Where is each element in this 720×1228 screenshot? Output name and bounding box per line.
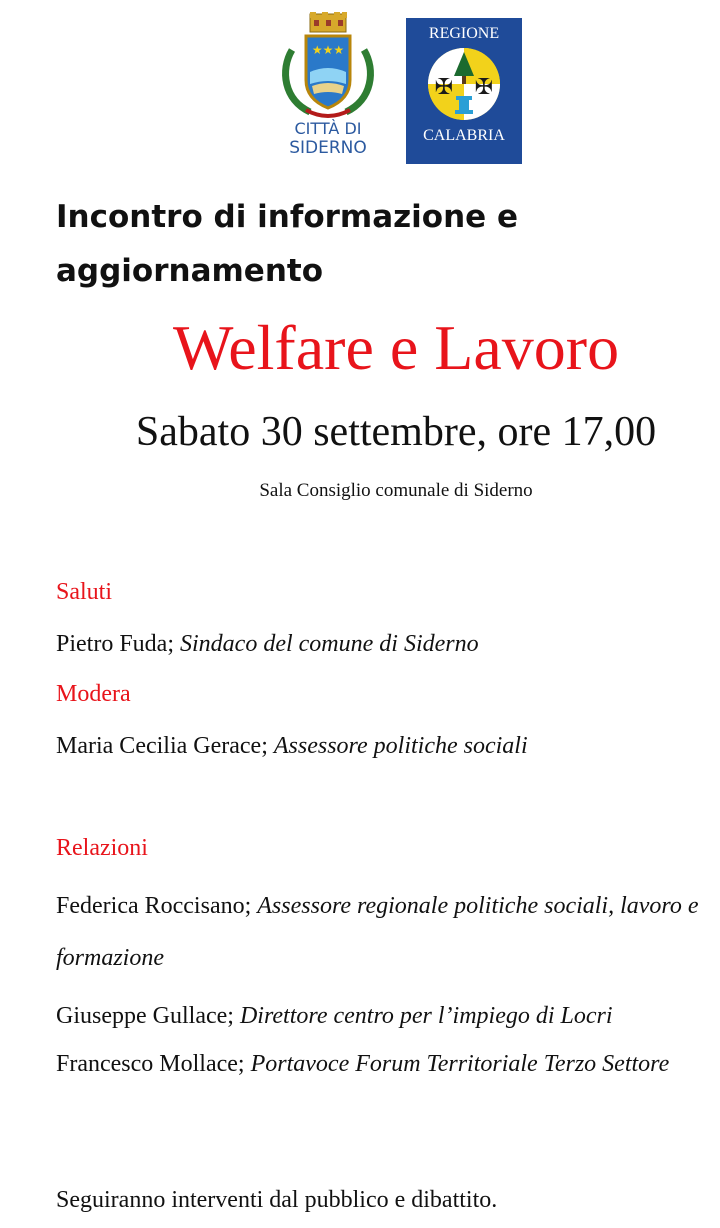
svg-text:✠: ✠ bbox=[434, 75, 454, 100]
calabria-logo-line2: CALABRIA bbox=[423, 127, 505, 144]
event-date: Sabato 30 settembre, ore 17,00 bbox=[135, 409, 657, 455]
svg-text:✠: ✠ bbox=[474, 75, 494, 100]
speaker-role: Assessore politiche sociali bbox=[273, 733, 528, 759]
closing-note: Seguiranno interventi dal pubblico e dibattito. bbox=[56, 1187, 498, 1213]
event-venue: Sala Consiglio comunale di Siderno bbox=[259, 480, 533, 501]
calabria-logo bbox=[406, 18, 522, 166]
region-emblem-icon bbox=[406, 18, 522, 166]
city-coat-of-arms-icon bbox=[270, 10, 386, 158]
siderno-logo-line1: CITTÀ DI bbox=[294, 119, 362, 138]
section-label-modera: Modera bbox=[56, 681, 131, 707]
section-label-relazioni: Relazioni bbox=[56, 835, 148, 861]
speaker-maria-cecilia-gerace bbox=[56, 726, 706, 766]
speaker-pietro-fuda bbox=[56, 624, 706, 664]
speaker-name: Giuseppe Gullace; bbox=[56, 1003, 234, 1029]
speaker-name: Federica Roccisano; bbox=[56, 893, 252, 919]
section-label-saluti: Saluti bbox=[56, 579, 113, 605]
siderno-logo bbox=[270, 10, 386, 158]
speaker-name: Maria Cecilia Gerace; bbox=[56, 733, 268, 759]
siderno-logo-line2: SIDERNO bbox=[289, 138, 367, 158]
speaker-role: Portavoce Forum Territoriale Terzo Settore bbox=[250, 1051, 670, 1077]
speaker-giuseppe-gullace bbox=[56, 996, 706, 1036]
page-heading: Incontro di informazione e aggiornamento bbox=[56, 199, 519, 289]
logo-header bbox=[0, 0, 720, 170]
calabria-logo-line1: REGIONE bbox=[428, 25, 500, 42]
speaker-role: Assessore regionale politiche sociali, lavoro e formazione bbox=[56, 893, 699, 971]
spacer bbox=[56, 776, 706, 828]
speaker-role: Sindaco del comune di Siderno bbox=[180, 631, 479, 657]
program bbox=[56, 572, 706, 1092]
event-title: Welfare e Lavoro bbox=[172, 312, 620, 383]
speaker-role: Direttore centro per l’impiego di Locri bbox=[239, 1003, 613, 1029]
speaker-francesco-mollace bbox=[56, 1046, 706, 1082]
svg-text:★★★: ★★★ bbox=[311, 43, 345, 57]
speaker-name: Pietro Fuda; bbox=[56, 631, 174, 657]
speaker-name: Francesco Mollace; bbox=[56, 1051, 245, 1077]
speaker-federica-roccisano bbox=[56, 880, 706, 984]
